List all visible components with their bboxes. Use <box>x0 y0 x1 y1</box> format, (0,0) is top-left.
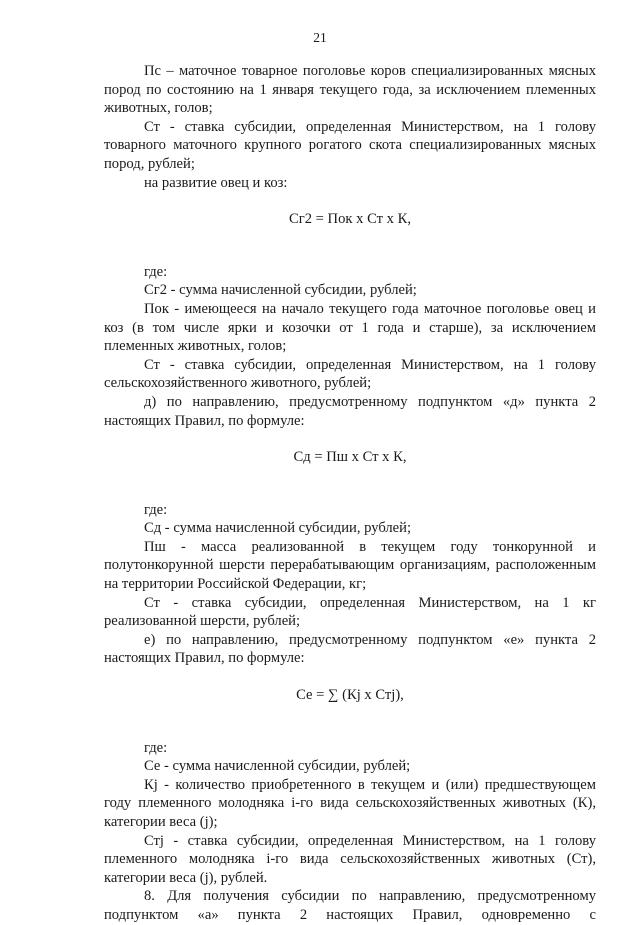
paragraph-e-direction: е) по направлению, предусмотренному подпунктом «е» пункта 2 настоящих Правил, по формуле: <box>104 631 596 667</box>
paragraph-where: где: <box>144 263 168 280</box>
paragraph-stj-definition: Стj - ставка субсидии, определенная Министерством, на 1 голову племенного молодняка i-го вида сельскохозяйственных животных (Ст), категории веса (j), рублей. <box>104 832 596 886</box>
paragraph-where: где: <box>144 739 168 756</box>
paragraph-se-definition: Се - сумма начисленной субсидии, рублей; <box>144 758 411 775</box>
document-body <box>104 62 596 925</box>
paragraph-where: где: <box>144 501 168 518</box>
formula-sd: Сд = Пш х Ст х К, <box>293 449 407 466</box>
paragraph-item-8: 8. Для получения субсидии по направлению, предусмотренному подпунктом «а» пункта 2 настоящих Правил, одновременно с <box>104 888 596 923</box>
paragraph-sg2-definition: Сг2 - сумма начисленной субсидии, рублей; <box>144 282 417 299</box>
paragraph-kj-definition: Кj - количество приобретенного в текущем и (или) предшествующем году племенного молодняка i-го вида сельскохозяйственных животных (К), категории веса (j); <box>104 776 596 830</box>
formula-sg2: Сг2 = Пок х Ст х К, <box>289 211 411 228</box>
formula-se: Се = ∑ (Кj х Стj), <box>296 687 404 704</box>
paragraph-psh-definition: Пш - масса реализованной в текущем году тонкорунной и полутонкорунной шерсти перерабатывающим организациям, расположенным на территории Российской Федерации, кг; <box>104 538 596 593</box>
page-number: 21 <box>313 30 327 45</box>
paragraph-st-definition: Ст - ставка субсидии, определенная Министерством, на 1 голову товарного маточного крупного рогатого скота специализированных мясных пород, рублей; <box>104 118 596 172</box>
paragraph-pok-definition: Пок - имеющееся на начало текущего года маточное поголовье овец и коз (в том числе ярки и козочки от 1 года и старше), за исключением племенных животных, голов; <box>104 300 596 355</box>
paragraph-st-definition-2: Ст - ставка субсидии, определенная Министерством, на 1 голову сельскохозяйственного животного, рублей; <box>104 356 596 392</box>
paragraph-sheep-goats-heading: на развитие овец и коз: <box>144 174 288 191</box>
paragraph-sd-definition: Сд - сумма начисленной субсидии, рублей; <box>144 520 412 537</box>
paragraph-d-direction: д) по направлению, предусмотренному подпунктом «д» пункта 2 настоящих Правил, по формуле: <box>104 393 596 429</box>
paragraph-st-definition-3: Ст - ставка субсидии, определенная Министерством, на 1 кг реализованной шерсти, рублей; <box>104 594 596 630</box>
paragraph-pc-definition: Пс – маточное товарное поголовье коров специализированных мясных пород по состоянию на 1 января текущего года, за исключением племенных животных, голов; <box>104 63 596 117</box>
